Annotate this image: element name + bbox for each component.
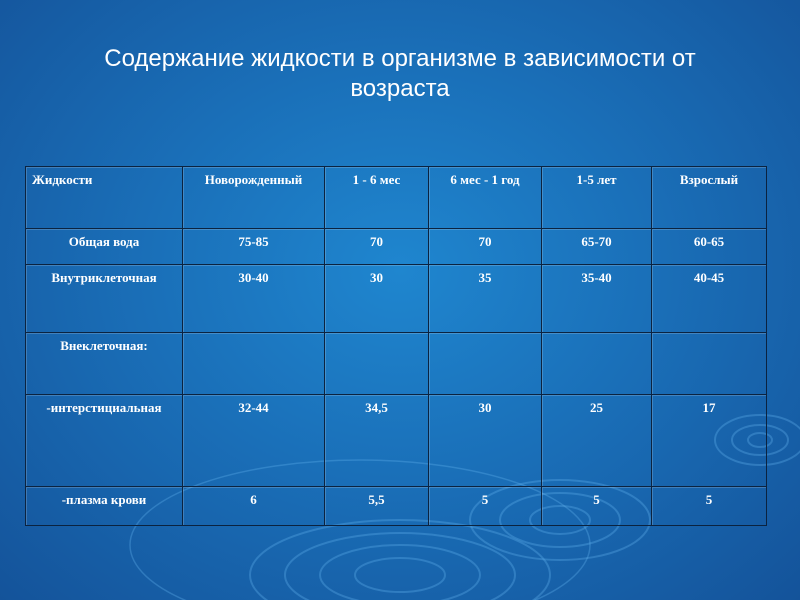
header-cell-1-6-months: 1 - 6 мес [325, 167, 429, 229]
table-cell: 5 [542, 487, 652, 526]
table-cell: 17 [652, 395, 767, 487]
table-row [26, 265, 767, 333]
header-cell-1-5-years: 1-5 лет [542, 167, 652, 229]
table-cell: 25 [542, 395, 652, 487]
table-cell: 30-40 [183, 265, 325, 333]
table-cell [325, 333, 429, 395]
header-cell-fluids: Жидкости [26, 167, 183, 229]
table-cell: 70 [325, 229, 429, 265]
table-row [26, 487, 767, 526]
table-cell: 6 [183, 487, 325, 526]
table-cell: 40-45 [652, 265, 767, 333]
table-cell: 70 [429, 229, 542, 265]
row-label-extracellular: Внеклеточная: [26, 333, 183, 395]
table-row [26, 229, 767, 265]
fluid-content-table [25, 166, 767, 526]
table-cell: 32-44 [183, 395, 325, 487]
table-cell: 35 [429, 265, 542, 333]
table-cell: 34,5 [325, 395, 429, 487]
table-cell [542, 333, 652, 395]
slide-title [40, 44, 760, 104]
table-cell: 65-70 [542, 229, 652, 265]
table-cell: 5 [652, 487, 767, 526]
table-cell: 30 [429, 395, 542, 487]
table-cell [183, 333, 325, 395]
table-cell: 5 [429, 487, 542, 526]
table-header-row [26, 167, 767, 229]
slide-title-line2: возраста [350, 75, 450, 102]
header-cell-newborn: Новорожденный [183, 167, 325, 229]
header-cell-6-months-1-year: 6 мес - 1 год [429, 167, 542, 229]
row-label-interstitial: -интерстициальная [26, 395, 183, 487]
row-label-blood-plasma: -плазма крови [26, 487, 183, 526]
table-cell [429, 333, 542, 395]
table-cell: 35-40 [542, 265, 652, 333]
table-cell [652, 333, 767, 395]
header-cell-adult: Взрослый [652, 167, 767, 229]
row-label-intracellular: Внутриклеточная [26, 265, 183, 333]
table-row [26, 333, 767, 395]
table-cell: 5,5 [325, 487, 429, 526]
table-cell: 75-85 [183, 229, 325, 265]
slide-title-line1: Содержание жидкости в организме в зависимости от [104, 45, 696, 72]
row-label-total-water: Общая вода [26, 229, 183, 265]
table-cell: 30 [325, 265, 429, 333]
table-cell: 60-65 [652, 229, 767, 265]
table-row [26, 395, 767, 487]
